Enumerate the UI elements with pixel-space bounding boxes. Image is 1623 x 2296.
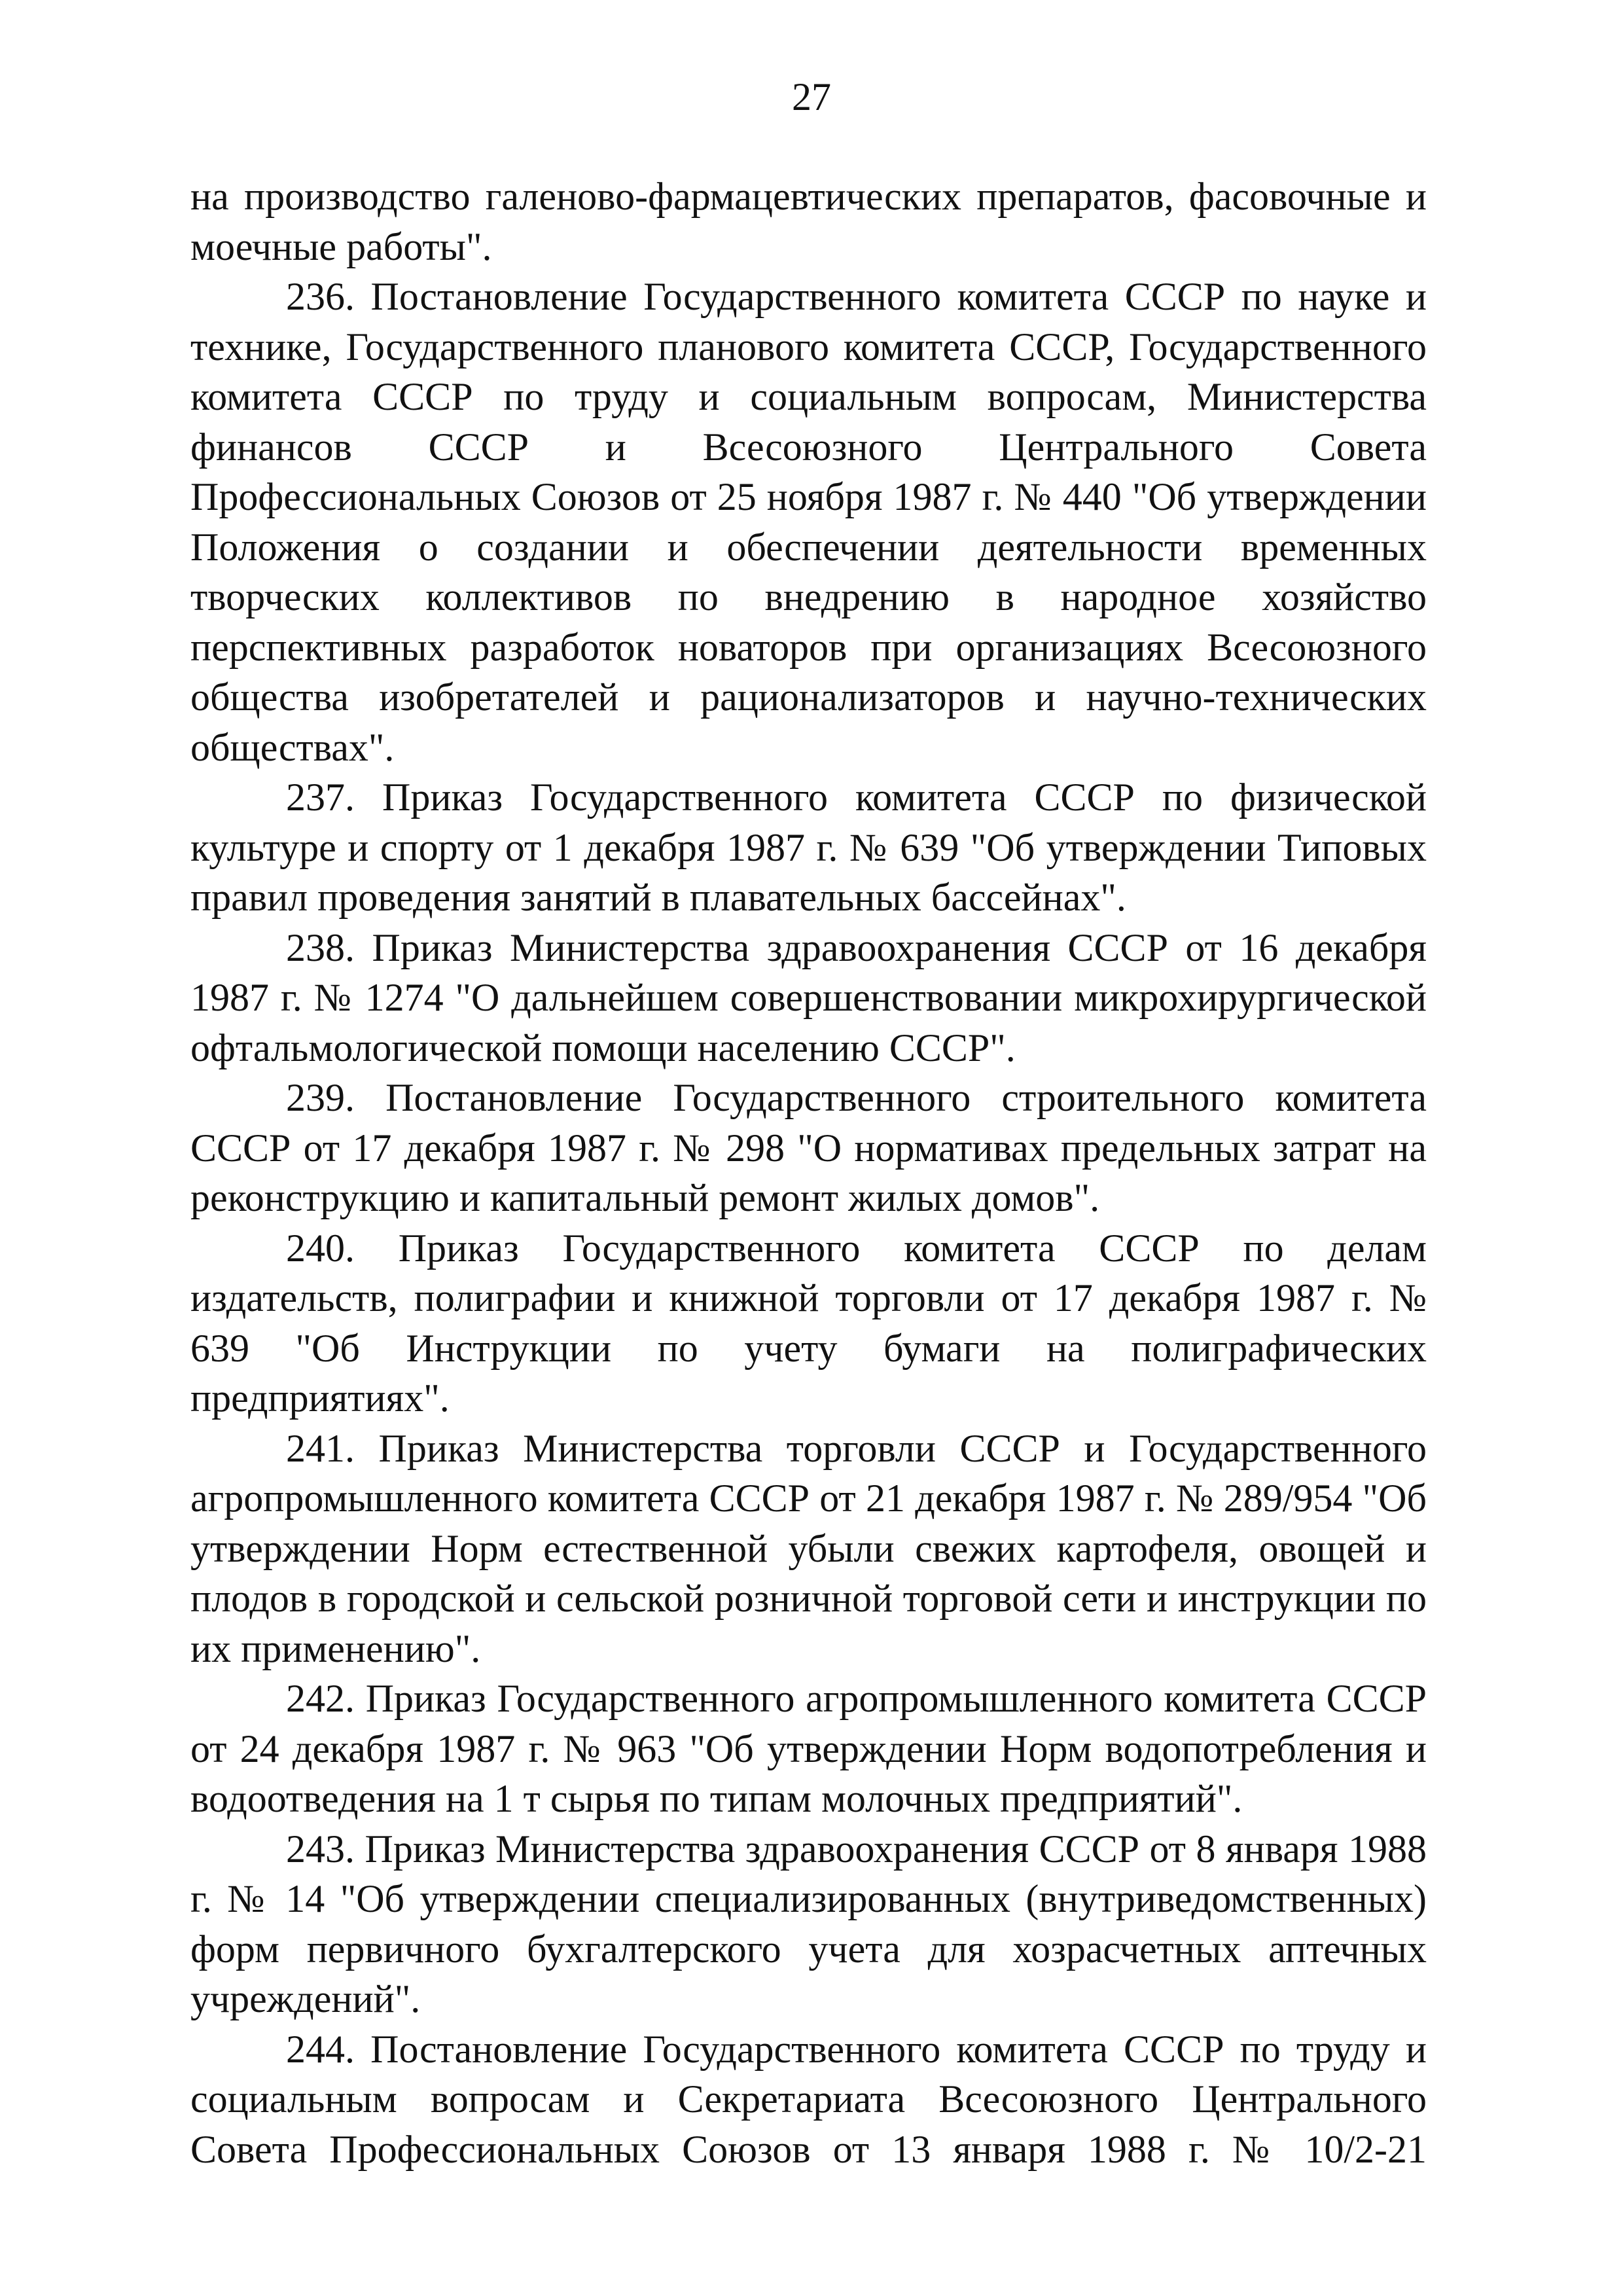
document-body (190, 171, 1427, 2174)
list-item-239: 239. Постановление Государственного строительного комитета СССР от 17 декабря 1987 г. № 298 "О нормативах предельных затрат на реконструкцию и капитальный ремонт жилых домов". (190, 1076, 1427, 1219)
list-item-243: 243. Приказ Министерства здравоохранения СССР от 8 января 1988 г. № 14 "Об утверждении специализированных (внутриведомственных) форм первичного бухгалтерского учета для хозрасчетных аптечных учреждений". (190, 1827, 1427, 2020)
list-item-236: 236. Постановление Государственного комитета СССР по науке и технике, Государственного планового комитета СССР, Государственного комитета СССР по труду и социальным вопросам, Министерства финансов СССР и Всесоюзного Центрального Совета Профессиональных Союзов от 25 ноября 1987 г. № 440 "Об утверждении Положения о создании и обеспечении деятельности временных творческих коллективов по внедрению в народное хозяйство перспективных разработок новаторов при организациях Всесоюзного общества изобретателей и рационализаторов и научно-технических обществах". (190, 275, 1427, 769)
list-item-238: 238. Приказ Министерства здравоохранения СССР от 16 декабря 1987 г. № 1274 "О дальнейшем совершенствовании микрохирургической офтальмологической помощи населению СССР". (190, 925, 1427, 1069)
page-number: 27 (792, 75, 831, 118)
list-item-242: 242. Приказ Государственного агропромышленного комитета СССР от 24 декабря 1987 г. № 963 "Об утверждении Норм водопотребления и водоотведения на 1 т сырья по типам молочных предприятий". (190, 1677, 1427, 1820)
list-item-244: 244. Постановление Государственного комитета СССР по труду и социальным вопросам и Секретариата Всесоюзного Центрального Совета Профессиональных Союзов от 13 января 1988 г. № 10/2-21 (190, 2027, 1427, 2171)
list-item-241: 241. Приказ Министерства торговли СССР и Государственного агропромышленного комитета СССР от 21 декабря 1987 г. № 289/954 "Об утверждении Норм естественной убыли свежих картофеля, овощей и плодов в городской и сельской розничной торговой сети и инструкции по их применению". (190, 1426, 1427, 1670)
list-item-237: 237. Приказ Государственного комитета СССР по физической культуре и спорту от 1 декабря 1987 г. № 639 "Об утверждении Типовых правил проведения занятий в плавательных бассейнах". (190, 776, 1427, 919)
list-item-240: 240. Приказ Государственного комитета СССР по делам издательств, полиграфии и книжной торговли от 17 декабря 1987 г. № 639 "Об Инструкции по учету бумаги на полиграфических предприятиях". (190, 1226, 1427, 1420)
paragraph-continuation: на производство галеново-фармацевтических препаратов, фасовочные и моечные работы". (190, 175, 1427, 268)
